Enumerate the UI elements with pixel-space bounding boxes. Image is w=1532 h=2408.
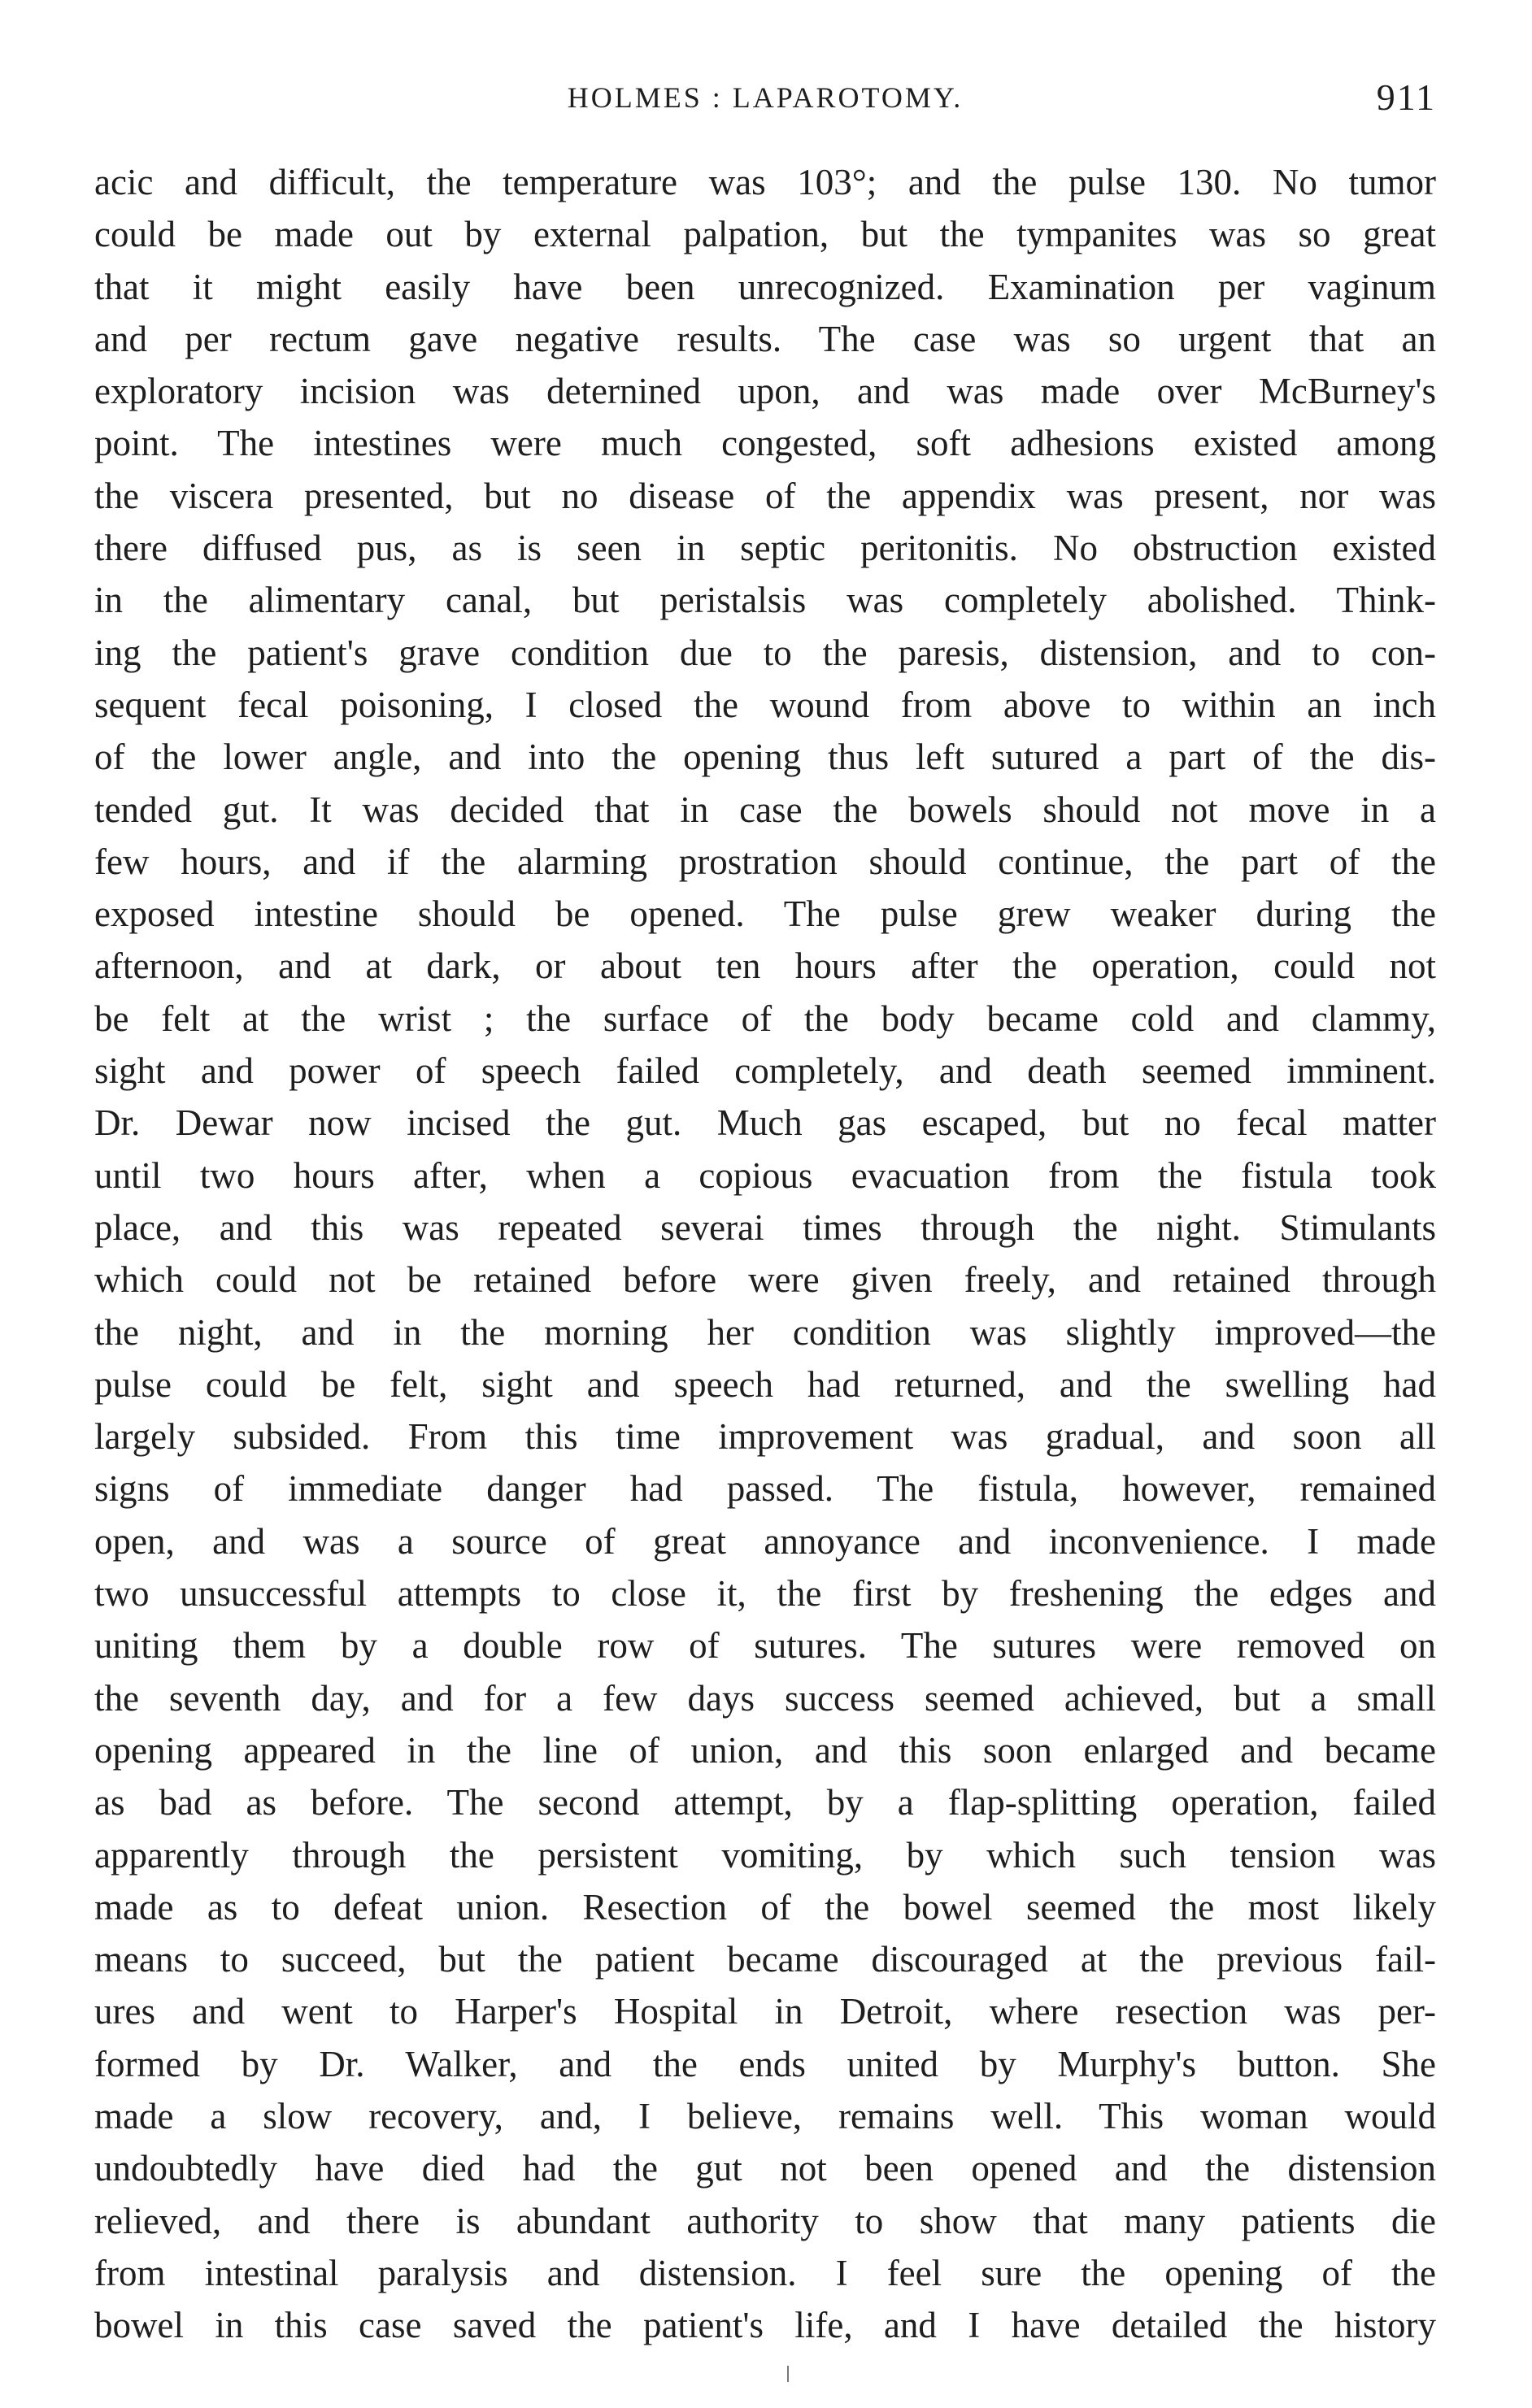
text-line: apparently through the persistent vomiting, by which such tension was [94,1834,1436,1876]
text-line: made as to defeat union. Resection of the bowel seemed the most likely [94,1886,1436,1928]
text-line: in the alimentary canal, but peristalsis was completely abolished. Think- [94,580,1436,621]
text-line: from intestinal paralysis and distension. I feel sure the opening of the [94,2252,1436,2293]
text-line: ing the patient's grave condition due to the paresis, distension, and to con- [94,632,1436,673]
footer-mark [787,2366,789,2382]
text-line: the seventh day, and for a few days success seemed achieved, but a small [94,1677,1436,1719]
text-line: place, and this was repeated severai times through the night. Stimulants [94,1206,1436,1248]
text-line: until two hours after, when a copious evacuation from the fistula took [94,1154,1436,1196]
text-line: bowel in this case saved the patient's life, and I have detailed the history [94,2305,1436,2346]
text-line: pulse could be felt, sight and speech had returned, and the swelling had [94,1363,1436,1405]
text-line: exposed intestine should be opened. The pulse grew weaker during the [94,893,1436,935]
text-line: ures and went to Harper's Hospital in Detroit, where resection was per- [94,1991,1436,2032]
running-head [94,75,1436,120]
body-text [94,156,1436,2351]
running-title: HOLMES : LAPAROTOMY. [567,81,964,114]
page-number: 911 [1376,76,1436,118]
text-line: largely subsided. From this time improvement was gradual, and soon all [94,1416,1436,1458]
text-line: exploratory incision was deternined upon, and was made over McBurney's [94,371,1436,412]
text-line: tended gut. It was decided that in case the bowels should not move in a [94,789,1436,830]
text-line: of the lower angle, and into the opening thus left sutured a part of the dis- [94,737,1436,778]
text-line: the viscera presented, but no disease of the appendix was present, nor was [94,475,1436,516]
text-line: open, and was a source of great annoyance and inconvenience. I made [94,1520,1436,1562]
text-line: made a slow recovery, and, I believe, remains well. This woman would [94,2095,1436,2136]
text-line: be felt at the wrist ; the surface of the body became cold and clammy, [94,998,1436,1039]
text-line: sequent fecal poisoning, I closed the wound from above to within an inch [94,684,1436,725]
text-line: formed by Dr. Walker, and the ends united by Murphy's button. She [94,2043,1436,2084]
text-line: point. The intestines were much congested, soft adhesions existed among [94,423,1436,464]
text-line: which could not be retained before were given freely, and retained through [94,1259,1436,1301]
text-line: that it might easily have been unrecognized. Examination per vaginum [94,266,1436,307]
text-line: there diffused pus, as is seen in septic peritonitis. No obstruction existed [94,528,1436,569]
text-line: could be made out by external palpation, but the tympanites was so great [94,214,1436,255]
text-line: Dr. Dewar now incised the gut. Much gas escaped, but no fecal matter [94,1102,1436,1144]
text-line: signs of immediate danger had passed. The fistula, however, remained [94,1468,1436,1510]
text-line: means to succeed, but the patient became discouraged at the previous fail- [94,1939,1436,1980]
text-line: uniting them by a double row of sutures. The sutures were removed on [94,1625,1436,1667]
text-line: acic and difficult, the temperature was 103°; and the pulse 130. No tumor [94,162,1436,202]
text-line: as bad as before. The second attempt, by a flap-splitting operation, failed [94,1782,1436,1823]
text-line: the night, and in the morning her condition was slightly improved—the [94,1311,1436,1353]
text-line: afternoon, and at dark, or about ten hours after the operation, could not [94,945,1436,987]
text-line: undoubtedly have died had the gut not been opened and the distension [94,2148,1436,2189]
text-line: opening appeared in the line of union, and this soon enlarged and became [94,1729,1436,1771]
text-line: sight and power of speech failed completely, and death seemed imminent. [94,1050,1436,1092]
text-line: relieved, and there is abundant authority to show that many patients die [94,2200,1436,2241]
text-line: two unsuccessful attempts to close it, the first by freshening the edges and [94,1573,1436,1615]
text-line: and per rectum gave negative results. The case was so urgent that an [94,318,1436,359]
text-line: few hours, and if the alarming prostration should continue, the part of the [94,841,1436,882]
